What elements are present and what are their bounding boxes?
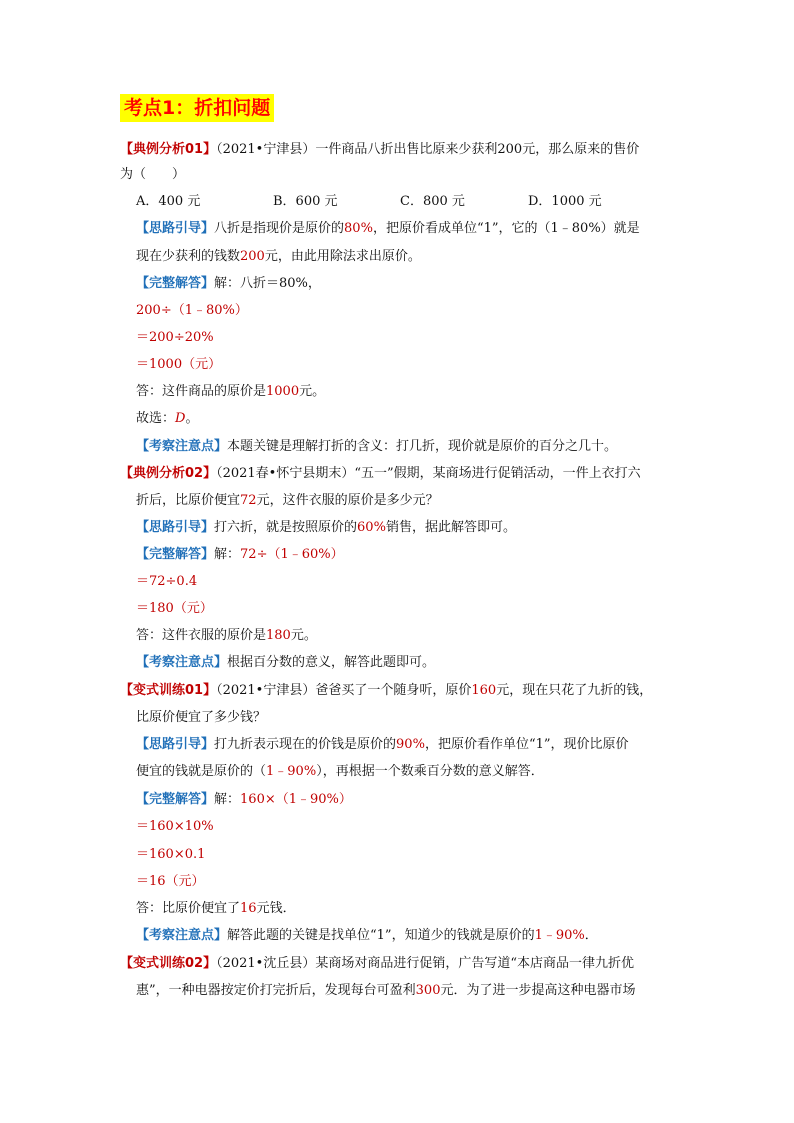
calc-step: ＝160×10% [136, 819, 214, 834]
note-label: 【考察注意点】 [136, 439, 228, 454]
variant-1-guide-cont: 便宜的钱就是原价的（1﹣90%），再根据一个数乘百分数的意义解答． [136, 764, 544, 779]
option-b: B．600 元 [273, 194, 338, 209]
variant-1-guide: 【思路引导】打九折表示现在的价钱是原价的90%，把原价看作单位“1”，现价比原价 [136, 737, 629, 752]
calc-step: ＝200÷20% [136, 330, 214, 345]
variant-2-label: 【变式训练02】 [120, 956, 217, 971]
variant-1-question: 【变式训练01】（2021•宁津县）爸爸买了一个随身听，原价160元，现在只花了九折的钱， [120, 683, 653, 698]
example-1-answer: 【完整解答】解：八折＝80%， [136, 276, 321, 291]
example-1-question-cont: 为（ ） [120, 167, 186, 182]
example-1-guide-cont: 现在少获利的钱数200元，由此用除法求出原价。 [136, 249, 421, 264]
example-1-label: 【典例分析01】 [120, 142, 217, 157]
guide-label: 【思路引导】 [136, 737, 215, 752]
example-1-question: 【典例分析01】（2021•宁津县）一件商品八折出售比原来少获利200元，那么原来的售价 [120, 142, 640, 157]
calc-step: ＝1000（元） [136, 357, 222, 372]
variant-2-question: 【变式训练02】（2021•沈丘县）某商场对商品进行促销，广告写道“本店商品一律九折优 [120, 956, 635, 971]
guide-label: 【思路引导】 [136, 221, 215, 236]
calc-step: ＝180（元） [136, 601, 213, 616]
variant-1-note: 【考察注意点】解答此题的关键是找单位“1”，知道少的钱就是原价的1﹣90%． [136, 928, 598, 943]
example-2-question-cont: 折后，比原价便宜72元，这件衣服的原价是多少元？ [136, 493, 439, 508]
variant-1-answer: 【完整解答】解：160×（1﹣90%） [136, 792, 352, 807]
variant-1-reply: 答：比原价便宜了16元钱． [136, 901, 296, 916]
answer-label: 【完整解答】 [136, 547, 215, 562]
section-title: 考点1：折扣问题 [120, 94, 274, 122]
answer-label: 【完整解答】 [136, 792, 215, 807]
example-1-reply: 答：这件商品的原价是1000元。 [136, 384, 326, 399]
note-label: 【考察注意点】 [136, 655, 228, 670]
example-2-answer: 【完整解答】解：72÷（1﹣60%） [136, 547, 344, 562]
calc-step: ＝160×0.1 [136, 847, 206, 862]
answer-label: 【完整解答】 [136, 276, 215, 291]
example-2-guide: 【思路引导】打六折，就是按照原价的60%销售，据此解答即可。 [136, 520, 516, 535]
calc-step: 200÷（1﹣80%） [136, 303, 248, 318]
example-2-note: 【考察注意点】根据百分数的意义，解答此题即可。 [136, 655, 436, 670]
note-label: 【考察注意点】 [136, 928, 228, 943]
example-2-question: 【典例分析02】（2021春•怀宁县期末）“五一”假期，某商场进行促销活动，一件上衣打六 [120, 466, 641, 481]
variant-1-question-cont: 比原价便宜了多少钱？ [136, 710, 267, 725]
option-a: A．400 元 [136, 194, 201, 209]
calc-step: ＝16（元） [136, 874, 205, 889]
example-1-choice: 故选：D。 [136, 411, 199, 426]
example-2-reply: 答：这件衣服的原价是180元。 [136, 628, 317, 643]
example-2-label: 【典例分析02】 [120, 466, 217, 481]
guide-label: 【思路引导】 [136, 520, 215, 535]
example-1-guide: 【思路引导】八折是指现价是原价的80%，把原价看成单位“1”，它的（1﹣80%）就是 [136, 221, 640, 236]
example-1-note: 【考察注意点】本题关键是理解打折的含义：打几折，现价就是原价的百分之几十。 [136, 439, 618, 454]
option-c: C．800 元 [400, 194, 465, 209]
variant-2-question-cont: 惠”，一种电器按定价打完折后，发现每台可盈利300元．为了进一步提高这种电器市场 [136, 983, 636, 998]
variant-1-label: 【变式训练01】 [120, 683, 217, 698]
calc-step: ＝72÷0.4 [136, 574, 198, 589]
option-d: D．1000 元 [528, 194, 602, 209]
